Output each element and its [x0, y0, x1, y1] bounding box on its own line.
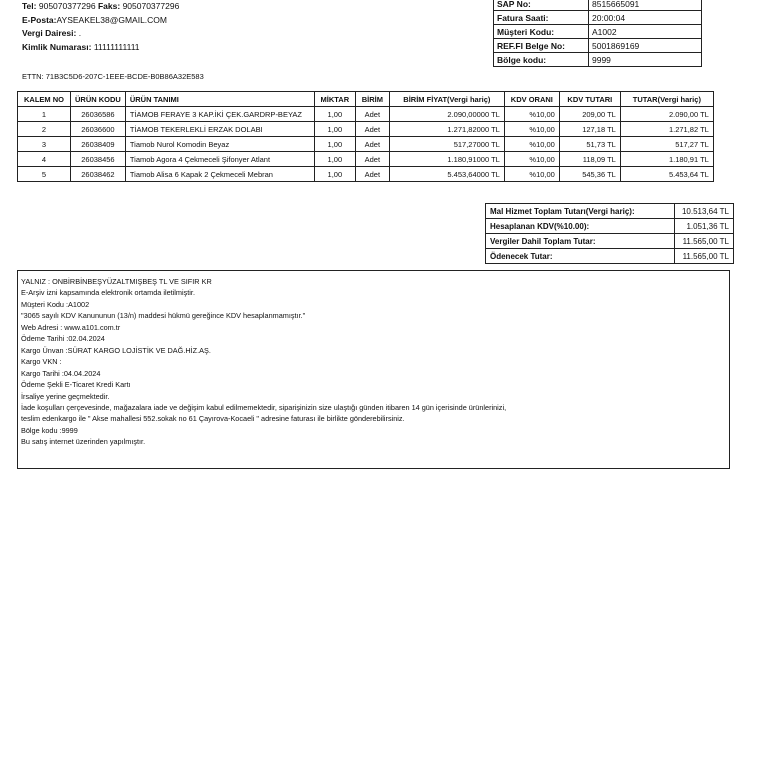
cell-amount: 517,27 TL	[620, 137, 713, 152]
ettn-number: ETTN: 71B3C5D6-207C-1EEE-BCDE-B0B86A32E583	[22, 72, 204, 81]
fax-label: Faks:	[97, 1, 121, 11]
invoice-info-label: SAP No:	[494, 0, 589, 11]
invoice-info-label: Müşteri Kodu:	[494, 25, 589, 39]
cell-vat-rate: %10,00	[504, 152, 559, 167]
cell-unit: Adet	[355, 137, 389, 152]
totals-row	[486, 234, 734, 249]
cell-product-name: Tiamob Agora 4 Çekmeceli Şifonyer Atlant	[125, 152, 314, 167]
cell-line-no: 1	[18, 107, 71, 122]
cell-quantity: 1,00	[314, 122, 355, 137]
note-line: YALNIZ : ONBİRBİNBEŞYÜZALTMIŞBEŞ TL VE SIFIR KR	[21, 277, 212, 286]
totals-table	[485, 203, 734, 264]
note-line: Ödeme Şekli E-Ticaret Kredi Kartı	[21, 380, 131, 390]
seller-info	[22, 0, 179, 54]
table-row	[18, 137, 714, 152]
cell-product-code: 26036600	[71, 122, 126, 137]
totals-value: 11.565,00 TL	[675, 234, 734, 249]
id-label: Kimlik Numarası:	[22, 41, 92, 52]
table-row	[18, 167, 714, 182]
email-value: AYSEAKEL38@GMAIL.COM	[56, 14, 167, 25]
note-line: İade koşulları çerçevesinde, mağazalara iade ve değişim kabul edilmemektedir, siparişinizin size ulaştığı günden itibaren 14 gün içerisinde ürünlerinizi,	[21, 402, 507, 412]
invoice-info-table	[493, 0, 702, 67]
cell-unit: Adet	[355, 122, 389, 137]
invoice-info-value: A1002	[589, 25, 702, 39]
note-line: E-Arşiv izni kapsamında elektronik ortamda iletilmiştir.	[21, 288, 195, 298]
invoice-info-label: Fatura Saati:	[494, 11, 589, 25]
col-header-vat-amount: KDV TUTARI	[559, 92, 620, 107]
cell-vat-amount: 545,36 TL	[559, 167, 620, 182]
invoice-info-row	[494, 0, 702, 11]
cell-unit-price: 5.453,64000 TL	[389, 167, 504, 182]
cell-product-name: Tiamob Alisa 6 Kapak 2 Çekmeceli Mebran	[125, 167, 314, 182]
cell-product-name: TİAMOB FERAYE 3 KAP.İKİ ÇEK.GARDRP-BEYAZ	[125, 107, 314, 122]
totals-label: Ödenecek Tutar:	[486, 249, 675, 264]
cell-unit-price: 1.271,82000 TL	[389, 122, 504, 137]
totals-row	[486, 204, 734, 219]
cell-line-no: 3	[18, 137, 71, 152]
fax-value: 905070377296	[122, 1, 180, 11]
notes-box	[17, 270, 730, 469]
tax-office-label: Vergi Dairesi:	[22, 28, 77, 38]
invoice-info-value: 20:00:04	[589, 11, 702, 25]
cell-line-no: 4	[18, 152, 71, 167]
col-header-quantity: MİKTAR	[314, 92, 355, 107]
totals-label: Hesaplanan KDV(%10.00):	[486, 219, 675, 234]
totals-row	[486, 219, 734, 234]
cell-unit-price: 1.180,91000 TL	[389, 152, 504, 167]
seller-tax-office-row	[22, 27, 179, 41]
cell-product-code: 26038462	[71, 167, 126, 182]
cell-vat-amount: 51,73 TL	[559, 137, 620, 152]
cell-vat-rate: %10,00	[504, 137, 559, 152]
cell-product-name: Tiamob Nurol Komodin Beyaz	[125, 137, 314, 152]
invoice-info-value: 9999	[589, 53, 702, 67]
cell-unit-price: 517,27000 TL	[389, 137, 504, 152]
totals-value: 10.513,64 TL	[675, 204, 734, 219]
cell-vat-rate: %10,00	[504, 107, 559, 122]
note-line: Kargo Ünvan :SÜRAT KARGO LOJİSTİK VE DAĞ.HİZ.AŞ.	[21, 345, 211, 355]
note-line: Kargo VKN :	[21, 357, 62, 367]
cell-amount: 2.090,00 TL	[620, 107, 713, 122]
invoice-info-label: Bölge kodu:	[494, 53, 589, 67]
invoice-info-value: 8515665091	[589, 0, 702, 11]
cell-product-code: 26038409	[71, 137, 126, 152]
cell-unit-price: 2.090,00000 TL	[389, 107, 504, 122]
col-header-line-no: KALEM NO	[18, 92, 71, 107]
note-line: Müşteri Kodu :A1002	[21, 299, 90, 309]
cell-vat-rate: %10,00	[504, 167, 559, 182]
col-header-unit-price: BİRİM FİYAT(Vergi hariç)	[389, 92, 504, 107]
cell-product-name: TİAMOB TEKERLEKLİ ERZAK DOLABI	[125, 122, 314, 137]
tel-label: Tel:	[22, 1, 37, 11]
note-line: Bu satış internet üzerinden yapılmıştır.	[21, 437, 146, 447]
cell-unit: Adet	[355, 167, 389, 182]
email-label: E-Posta:	[22, 14, 57, 25]
note-line: Ödeme Tarihi :02.04.2024	[21, 334, 105, 344]
note-line: "3065 sayılı KDV Kanununun (13/n) maddesi hükmü gereğince KDV hesaplanmamıştır."	[21, 311, 306, 321]
note-line: Bölge kodu :9999	[21, 425, 78, 435]
cell-line-no: 5	[18, 167, 71, 182]
invoice-info-row	[494, 11, 702, 25]
invoice-info-label: REF.FI Belge No:	[494, 39, 589, 53]
cell-quantity: 1,00	[314, 137, 355, 152]
table-row	[18, 152, 714, 167]
table-row	[18, 122, 714, 137]
seller-email-row	[22, 14, 179, 28]
seller-phone-row	[22, 0, 179, 14]
cell-unit: Adet	[355, 107, 389, 122]
invoice-info-row	[494, 25, 702, 39]
tel-value: 905070377296	[38, 1, 96, 11]
col-header-product-name: ÜRÜN TANIMI	[125, 92, 314, 107]
note-line: teslim edenkargo ile " Akse mahallesi 552.sokak no 61 Çayırova-Kocaeli " adresine faturası ile birlikte gönderebilirsiniz.	[21, 414, 405, 424]
items-table	[17, 91, 714, 182]
cell-amount: 1.180,91 TL	[620, 152, 713, 167]
items-header-row	[18, 92, 714, 107]
note-line: Kargo Tarihi :04.04.2024	[21, 368, 101, 378]
cell-vat-amount: 118,09 TL	[559, 152, 620, 167]
cell-quantity: 1,00	[314, 152, 355, 167]
invoice-info-row	[494, 53, 702, 67]
cell-line-no: 2	[18, 122, 71, 137]
id-value: 11111111111	[93, 41, 140, 52]
cell-product-code: 26036586	[71, 107, 126, 122]
cell-amount: 1.271,82 TL	[620, 122, 713, 137]
totals-row	[486, 249, 734, 264]
col-header-vat-rate: KDV ORANI	[504, 92, 559, 107]
totals-value: 1.051,36 TL	[675, 219, 734, 234]
tax-office-value: .	[78, 28, 82, 38]
cell-vat-amount: 209,00 TL	[559, 107, 620, 122]
cell-vat-rate: %10,00	[504, 122, 559, 137]
col-header-product-code: ÜRÜN KODU	[71, 92, 126, 107]
totals-label: Vergiler Dahil Toplam Tutar:	[486, 234, 675, 249]
note-line: İrsaliye yerine geçmektedir.	[21, 391, 110, 401]
col-header-amount: TUTAR(Vergi hariç)	[620, 92, 713, 107]
totals-value: 11.565,00 TL	[675, 249, 734, 264]
invoice-info-row	[494, 39, 702, 53]
cell-unit: Adet	[355, 152, 389, 167]
cell-quantity: 1,00	[314, 167, 355, 182]
cell-vat-amount: 127,18 TL	[559, 122, 620, 137]
cell-amount: 5.453,64 TL	[620, 167, 713, 182]
seller-id-row	[22, 41, 179, 55]
col-header-unit: BİRİM	[355, 92, 389, 107]
totals-label: Mal Hizmet Toplam Tutarı(Vergi hariç):	[486, 204, 675, 219]
note-line: Web Adresi : www.a101.com.tr	[21, 322, 121, 332]
invoice-info-value: 5001869169	[589, 39, 702, 53]
table-row	[18, 107, 714, 122]
cell-quantity: 1,00	[314, 107, 355, 122]
cell-product-code: 26038456	[71, 152, 126, 167]
